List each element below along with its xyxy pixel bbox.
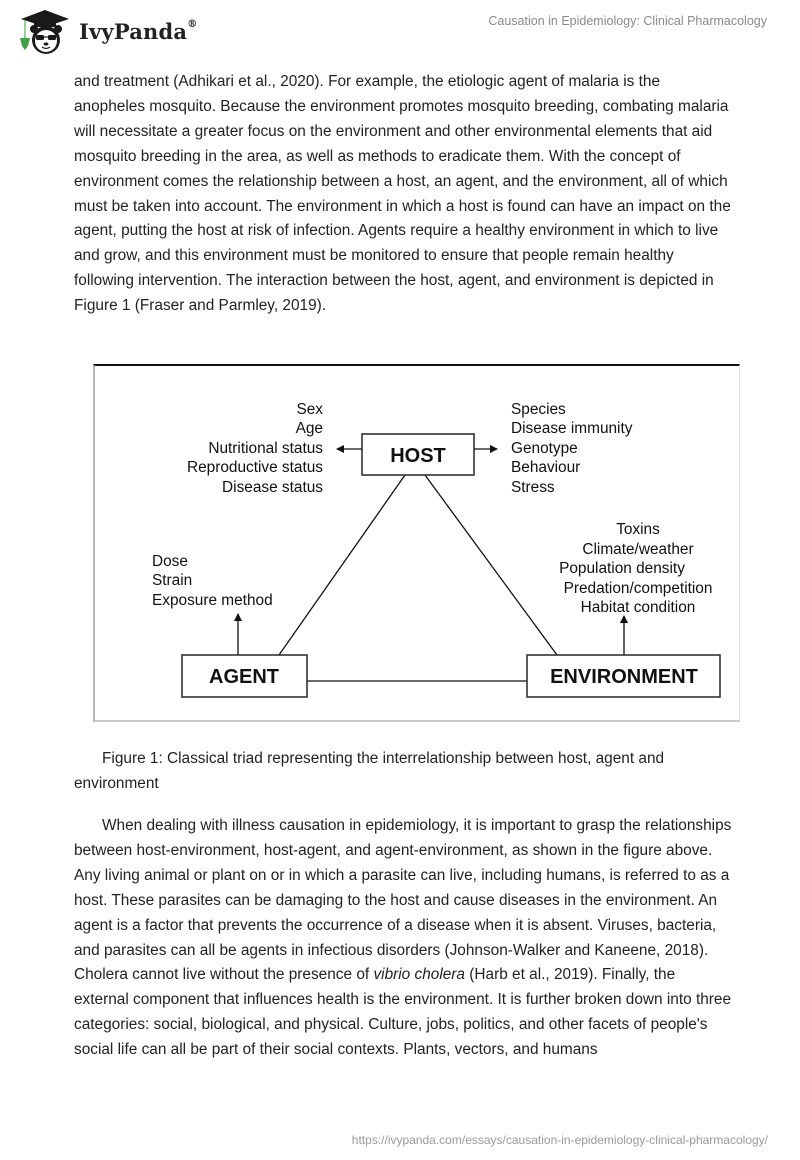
- footer-url[interactable]: https://ivypanda.com/essays/causation-in-epidemiology-clinical-pharmacology/: [351, 1133, 768, 1147]
- host-factor: Age: [295, 420, 323, 437]
- host-agent-line: [279, 475, 405, 655]
- host-factor: Nutritional status: [208, 440, 323, 457]
- host-factor: Genotype: [511, 440, 578, 457]
- species-name-italic: vibrio cholera: [373, 966, 465, 984]
- environment-factor: Toxins: [616, 521, 660, 538]
- host-label: HOST: [390, 445, 446, 467]
- paragraph-2: [74, 814, 734, 1063]
- host-right-factors: [511, 401, 633, 496]
- paragraph-1-text: and treatment (Adhikari et al., 2020). For example, the etiologic agent of malaria is the anopheles mosquito. Because the environment promotes mosquito breeding, combating malaria will necessitate a greater focus on the environment and other environmental elements that aid mosquito breeding in the area, as well as methods to eradicate them. With the concept of environment comes the relationship between a host, an agent, and the environment, all of which must be taken into account. The environment in which a host is found can have an impact on the agent, putting the host at risk of infection. Agents require a healthy environment in which to live and grow, and this environment must be monitored to ensure that people remain healthy following intervention. The interaction between the host, agent, and environment is depicted in Figure 1 (Fraser and Parmley, 2019).: [74, 73, 731, 315]
- paragraph-2-start: When dealing with illness causation in epidemiology, it is important to grasp the relationships between host-environment, host-agent, and agent-environment, as shown in the figure above. Any living animal or plant on or in which a parasite can live, including humans, is referred to as a host. These parasites can be damaging to the host and cause diseases in the environment. An agent is a factor that prevents the occurrence of a disease when it is absent. Viruses, bacteria, and parasites can all be agents in infectious disorders (Johnson-Walker and Kaneene, 2018). Cholera cannot live without the presence of: [74, 817, 732, 984]
- environment-factor: Habitat condition: [580, 599, 696, 616]
- agent-factors: [152, 553, 273, 609]
- paragraph-2-end: (Harb et al., 2019). Finally, the external component that influences health is the environment. It is further broken down into three categories: social, biological, and physical. Culture, jobs, politics, and other facets of people's social life can all be part of their social contexts. Plants, vectors, and humans: [74, 966, 732, 1059]
- figure-1-frame: [93, 364, 740, 722]
- host-factor: Reproductive status: [186, 459, 323, 476]
- host-factor: Species: [511, 401, 566, 418]
- host-factor: Behaviour: [511, 459, 581, 476]
- environment-factor: Predation/competition: [563, 580, 713, 597]
- environment-factor: Population density: [559, 560, 685, 577]
- document-title: Causation in Epidemiology: Clinical Pharmacology: [488, 14, 767, 28]
- figure-caption-text: Figure 1: Classical triad representing the interrelationship between host, agent and environment: [74, 750, 665, 792]
- paragraph-2-text: [74, 814, 734, 1063]
- host-factor: Stress: [511, 479, 555, 496]
- agent-factor: Strain: [152, 572, 193, 589]
- environment-label: ENVIRONMENT: [550, 666, 698, 688]
- host-factor: Sex: [296, 401, 323, 418]
- environment-factors: [559, 521, 712, 616]
- agent-factor: Exposure method: [152, 592, 273, 609]
- host-left-factors: [187, 401, 323, 496]
- figure-caption: [74, 747, 734, 797]
- host-factor: Disease immunity: [511, 420, 633, 437]
- environment-factor: Climate/weather: [582, 541, 694, 558]
- agent-factor: Dose: [152, 553, 188, 570]
- agent-label: AGENT: [209, 666, 279, 688]
- brand-text: IvyPanda: [79, 19, 188, 44]
- registered-mark: ®: [187, 19, 198, 30]
- host-factor: Disease status: [222, 479, 323, 496]
- host-environment-line: [425, 475, 557, 655]
